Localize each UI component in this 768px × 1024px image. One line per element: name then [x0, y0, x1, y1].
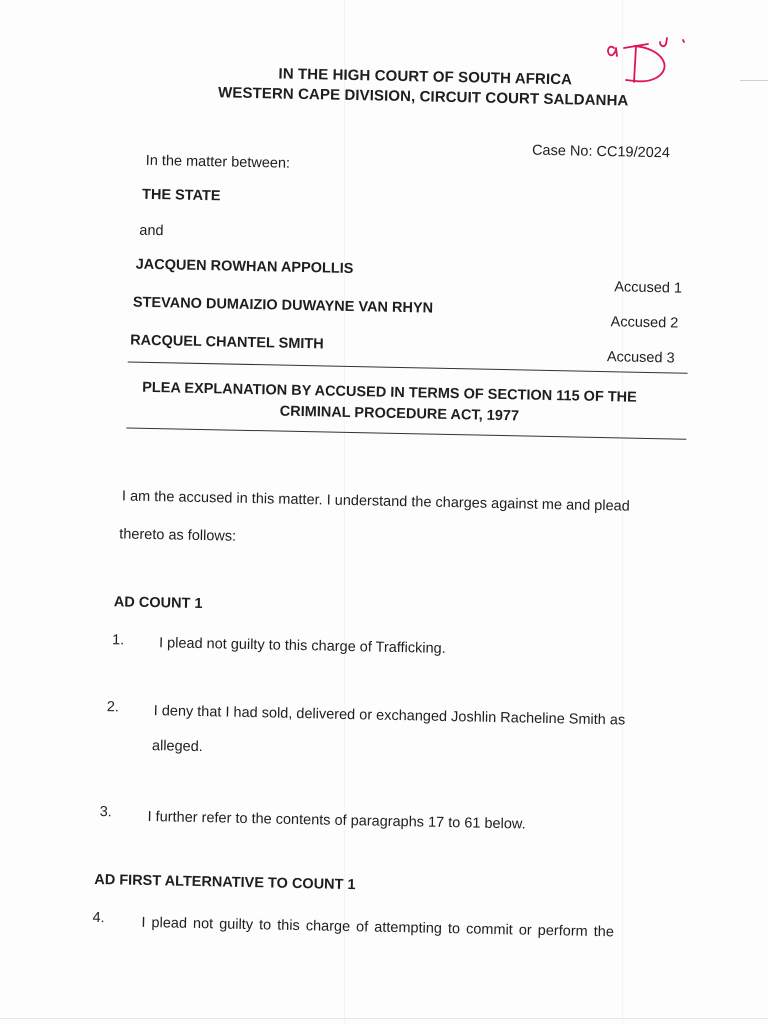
para-4-text: I plead not guilty to this charge of attempting to commit or perform the	[141, 914, 615, 941]
and-text: and	[139, 222, 164, 240]
heading-first-alternative: AD FIRST ALTERNATIVE TO COUNT 1	[94, 871, 356, 894]
heading-count-1: AD COUNT 1	[113, 594, 203, 613]
handwritten-d-stem	[634, 46, 636, 82]
divider-top	[128, 362, 688, 374]
para-2-text-line1: I deny that I had sold, delivered or exchanged Joshlin Racheline Smith as	[153, 703, 626, 729]
case-number: Case No: CC19/2024	[531, 142, 671, 162]
para-4-number: 4.	[92, 909, 105, 927]
document-title-line1: PLEA EXPLANATION BY ACCUSED IN TERMS OF SECTION 115 OF THE	[142, 379, 637, 406]
para-3-text: I further refer to the contents of paragraphs 17 to 61 below.	[147, 808, 526, 833]
handwritten-initials-annotation	[604, 34, 700, 90]
matter-intro: In the matter between:	[145, 152, 291, 172]
para-2-number: 2.	[106, 699, 120, 716]
handwritten-u	[660, 38, 667, 46]
accused-1-role: Accused 1	[614, 279, 683, 297]
para-1-number: 1.	[111, 632, 125, 649]
accused-3-role: Accused 3	[606, 349, 675, 367]
handwritten-dot	[683, 40, 684, 42]
handwritten-d-bowl	[626, 46, 665, 81]
accused-2-role: Accused 2	[610, 314, 679, 332]
para-3-number: 3.	[99, 804, 112, 821]
court-division: WESTERN CAPE DIVISION, CIRCUIT COURT SALDANHA	[217, 84, 629, 110]
court-name: IN THE HIGH COURT OF SOUTH AFRICA	[278, 65, 573, 89]
document-title-line2: CRIMINAL PROCEDURE ACT, 1977	[279, 403, 520, 425]
para-1-text: I plead not guilty to this charge of Trafficking.	[158, 635, 446, 657]
accused-1-name: JACQUEN ROWHAN APPOLLIS	[135, 256, 354, 278]
handwritten-a	[608, 47, 617, 56]
intro-line1: I am the accused in this matter. I understand the charges against me and plead	[121, 488, 630, 515]
para-2-text-line2: alleged.	[151, 738, 203, 756]
intro-line2: thereto as follows:	[119, 526, 237, 545]
party-state: THE STATE	[141, 186, 221, 205]
accused-2-name: STEVANO DUMAIZIO DUWAYNE VAN RHYN	[132, 294, 434, 317]
accused-3-name: RACQUEL CHANTEL SMITH	[129, 332, 324, 353]
divider-bottom	[126, 427, 686, 439]
